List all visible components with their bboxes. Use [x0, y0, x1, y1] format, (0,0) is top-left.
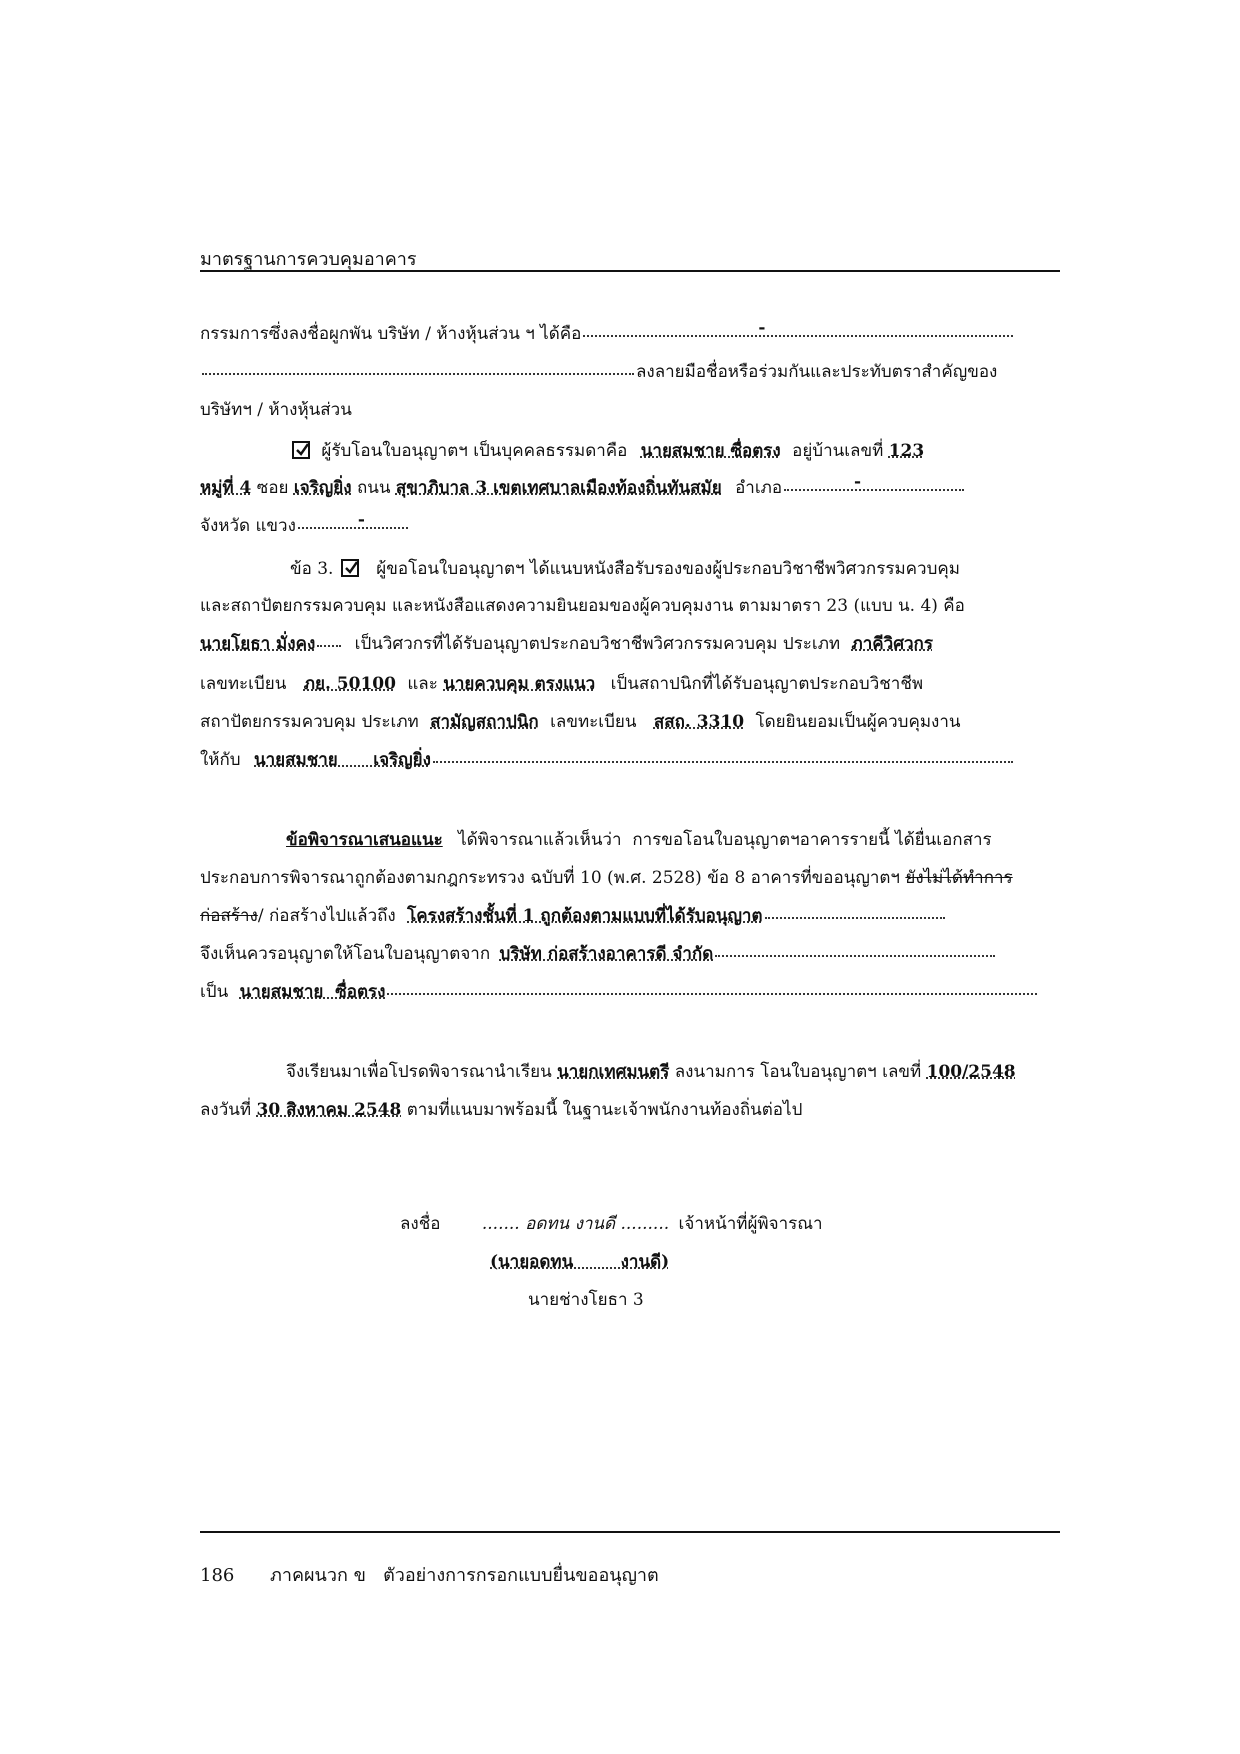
- p4-line1: [286, 828, 992, 852]
- province-value: -: [357, 510, 365, 530]
- p3-text: ให้กับ: [200, 750, 241, 770]
- p4-line4: [200, 942, 997, 966]
- p5-text: ลงวันที่: [200, 1100, 252, 1120]
- permit-date: 30 สิงหาคม 2548: [256, 1100, 402, 1120]
- p3-line6: [200, 748, 1015, 772]
- p2-line2: [200, 472, 966, 500]
- struck-option: ก่อสร้าง: [200, 906, 258, 926]
- p5-text: ลงนามการ โอนใบอนุญาตฯ เลขที่: [674, 1062, 922, 1082]
- p3-line5: [200, 710, 961, 734]
- check-icon: [344, 561, 358, 575]
- p4-text: ได้พิจารณาแล้วเห็นว่า การขอโอนใบอนุญาตฯอาคารรายนี้ ได้ยื่นเอกสาร: [458, 830, 992, 850]
- p5-text: จึงเรียนมาเพื่อโปรดพิจารณานำเรียน: [286, 1062, 552, 1082]
- transfer-to: นายสมชาย ซื่อตรง: [239, 982, 386, 1002]
- p3-text: และ: [407, 674, 438, 694]
- p2-line1: [290, 438, 924, 463]
- p3-text: สถาปัตยกรรมควบคุม ประเภท: [200, 712, 419, 732]
- signer-position-line: [528, 1288, 644, 1312]
- signer-position: นายช่างโยธา 3: [528, 1290, 644, 1310]
- running-header: มาตรฐานการควบคุมอาคาร: [200, 249, 417, 270]
- p5-line1: [286, 1060, 1016, 1084]
- engineer-type: ภาคีวิศวกร: [851, 634, 933, 654]
- clause-number: ข้อ 3.: [290, 559, 334, 579]
- engineer-reg-no: ภย. 50100: [303, 674, 396, 694]
- blank-field: [317, 644, 341, 647]
- p4-text: เป็น: [200, 982, 229, 1002]
- p5-text: ตามที่แนบมาพร้อมนี้ ในฐานะเจ้าพนักงานท้องถิ่นต่อไป: [406, 1100, 803, 1120]
- page-footer: [200, 1560, 659, 1589]
- blank-field: [784, 472, 964, 492]
- blank-field: [202, 372, 634, 375]
- section-heading: ข้อพิจารณาเสนอแนะ: [286, 830, 443, 850]
- p4-line5: [200, 980, 1039, 1004]
- p1-line3: [200, 398, 352, 422]
- engineer-name: นายโยธา มั่งคง: [200, 634, 316, 654]
- p3-line1: [290, 556, 960, 581]
- construction-progress: โครงสร้างชั้นที่ 1 ถูกต้องตามแบบที่ได้รับอนุญาต: [407, 906, 763, 926]
- architect-type: สามัญสถาปนิก: [430, 712, 539, 732]
- checkbox-checked[interactable]: [341, 559, 359, 577]
- checkbox-checked[interactable]: [292, 441, 310, 459]
- p4-text: จึงเห็นควรอนุญาตให้โอนใบอนุญาตจาก: [200, 944, 491, 964]
- p1-text: ลงลายมือชื่อหรือร่วมกันและประทับตราสำคัญของ: [636, 362, 998, 382]
- footer-text: ภาคผนวก ข ตัวอย่างการกรอกแบบยื่นขออนุญาต: [270, 1565, 659, 1586]
- transferee-name: นายสมชาย ซื่อตรง: [640, 441, 781, 461]
- transfer-from: บริษัท ก่อสร้างอาคารดี จำกัด: [499, 944, 714, 964]
- p4-text: / ก่อสร้างไปแล้วถึง: [257, 906, 396, 926]
- signature-line: [400, 1212, 823, 1236]
- p1-text: กรรมการซึ่งลงชื่อผูกพัน บริษัท / ห้างหุ้นส่วน ฯ ได้คือ: [200, 324, 582, 344]
- signer-name-line: [490, 1250, 669, 1274]
- soi-value: เจริญยิ่ง: [293, 478, 352, 498]
- soi-label: ซอย: [256, 478, 289, 498]
- house-number: 123: [888, 441, 925, 461]
- moo-value: หมู่ที่ 4: [200, 478, 252, 498]
- province-label: จังหวัด แขวง: [200, 516, 296, 536]
- addressee: นายกเทศมนตรี: [557, 1062, 670, 1082]
- p4-text: ประกอบการพิจารณาถูกต้องตามกฎกระทรวง ฉบับที่ 10 (พ.ศ. 2528) ข้อ 8 อาคารที่ขออนุญาตฯ: [200, 868, 900, 888]
- header-rule: [200, 270, 1060, 272]
- p2-line3: [200, 510, 410, 538]
- p2-text: อยู่บ้านเลขที่: [792, 441, 884, 461]
- reg-label: เลขทะเบียน: [550, 712, 637, 732]
- amphoe-label: อำเภอ: [735, 478, 783, 498]
- p3-text: และสถาปัตยกรรมควบคุม และหนังสือแสดงความยินยอมของผู้ควบคุมงาน ตามมาตรา 23 (แบบ น. 4) คือ: [200, 596, 965, 616]
- p5-line2: [200, 1098, 802, 1122]
- reg-label: เลขทะเบียน: [200, 674, 287, 694]
- p1-line2: [200, 360, 997, 384]
- p3-text: เป็นวิศวกรที่ได้รับอนุญาตประกอบวิชาชีพวิศวกรรมควบคุม ประเภท: [354, 634, 841, 654]
- p3-text: โดยยินยอมเป็นผู้ควบคุมงาน: [755, 712, 961, 732]
- blank-field: [583, 318, 1013, 338]
- p4-line3: [200, 904, 947, 928]
- blank-field: [765, 916, 945, 919]
- road-value: สุขาภิบาล 3 เขตเทศบาลเมืองท้องถิ่นทันสมัย: [395, 478, 722, 498]
- amphoe-value: -: [854, 472, 862, 492]
- blank-field: [715, 954, 995, 957]
- check-icon: [295, 443, 309, 457]
- supervisor-recipient: นายสมชาย เจริญยิ่ง: [254, 750, 431, 770]
- signer-role: เจ้าหน้าที่ผู้พิจารณา: [678, 1214, 823, 1234]
- blank-field: [298, 510, 408, 530]
- signature: ....... อดทน งานดี .........: [481, 1214, 670, 1234]
- blank-field: [387, 992, 1037, 995]
- p3-text: ผู้ขอโอนใบอนุญาตฯ ได้แนบหนังสือรับรองของผู้ประกอบวิชาชีพวิศวกรรมควบคุม: [376, 559, 960, 579]
- road-label: ถนน: [356, 478, 391, 498]
- struck-option: ยังไม่ได้ทำการ: [905, 868, 1013, 888]
- p1-text: บริษัทฯ / ห้างหุ้นส่วน: [200, 400, 352, 420]
- p3-line3: [200, 632, 933, 656]
- signature-label: ลงชื่อ: [400, 1214, 441, 1234]
- p3-line2: [200, 594, 965, 618]
- permit-number: 100/2548: [926, 1062, 1016, 1082]
- p2-text: ผู้รับโอนใบอนุญาตฯ เป็นบุคคลธรรมดาคือ: [321, 441, 628, 461]
- signer-name: (นายอดทน งานดี): [490, 1252, 670, 1272]
- fill-value: -: [758, 318, 766, 338]
- p3-line4: [200, 672, 923, 696]
- p3-text: เป็นสถาปนิกที่ได้รับอนุญาตประกอบวิชาชีพ: [610, 674, 924, 694]
- footer-rule: [200, 1531, 1060, 1533]
- architect-name: นายควบคุม ตรงแนว: [443, 674, 596, 694]
- p4-line2: [200, 866, 1013, 890]
- p1-line1: [200, 318, 1015, 346]
- blank-field: [433, 760, 1013, 763]
- page-number: 186: [200, 1565, 235, 1586]
- architect-reg-no: สสถ. 3310: [653, 712, 745, 732]
